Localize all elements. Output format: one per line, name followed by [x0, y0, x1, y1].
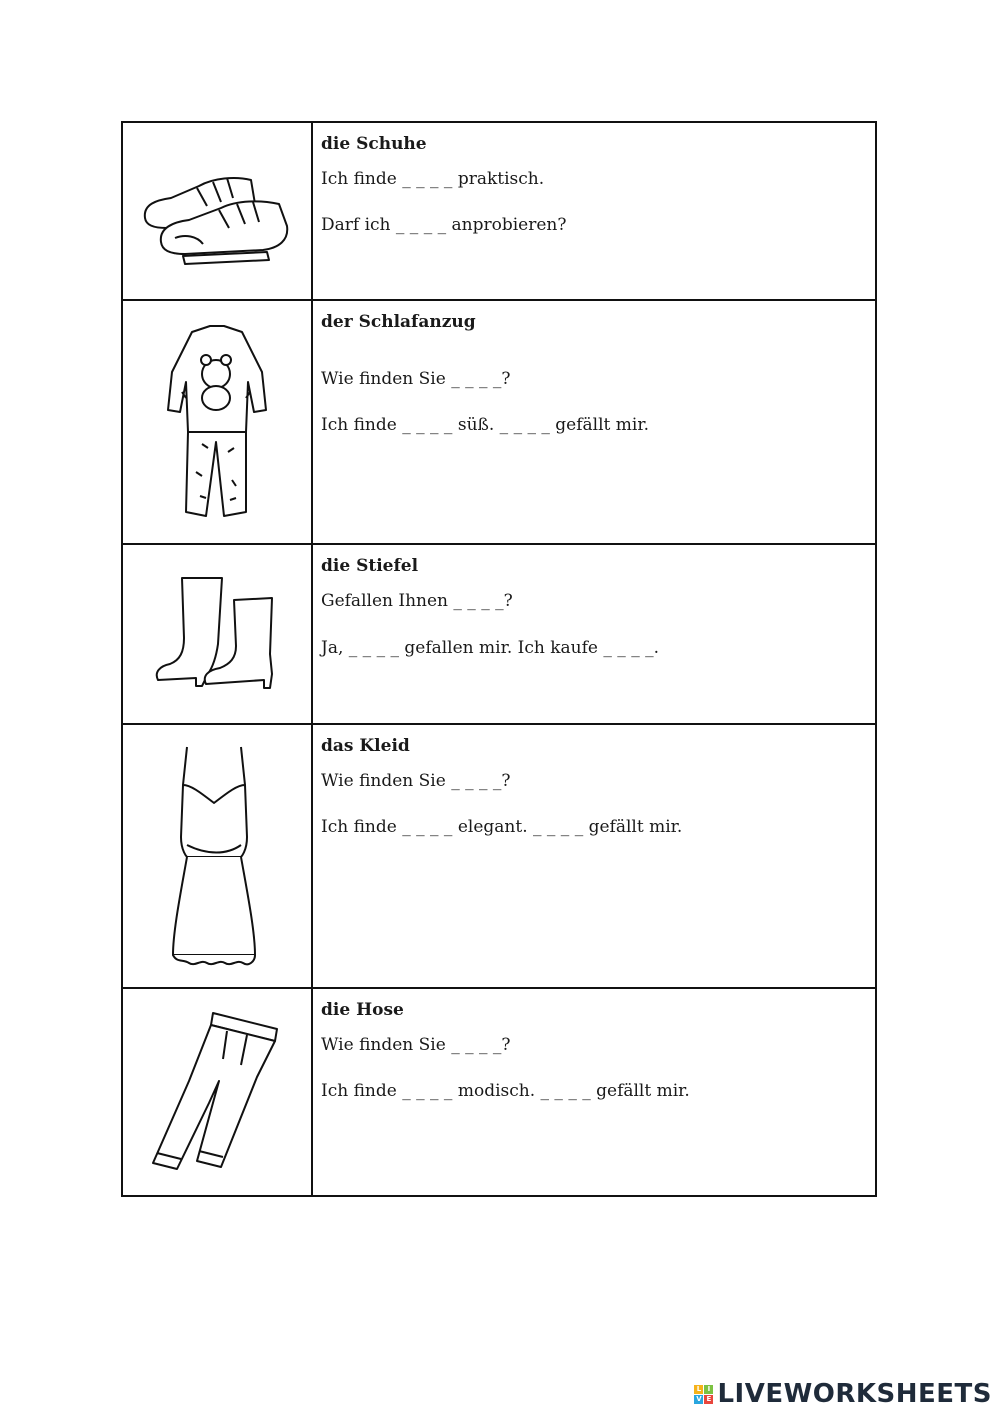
logo-letter: I	[704, 1385, 713, 1394]
text-cell	[313, 725, 875, 987]
brand-name: LIVEWORKSHEETS	[717, 1379, 992, 1409]
text-cell	[313, 123, 875, 299]
table-row	[123, 123, 875, 301]
item-title: die Stiefel	[321, 556, 419, 576]
sentence: Wie finden Sie _ _ _ _?	[321, 1035, 511, 1055]
logo-icon	[694, 1385, 713, 1404]
logo-letter: V	[696, 1394, 702, 1403]
dress-illustration	[167, 741, 267, 971]
logo-letter: L	[694, 1385, 703, 1394]
image-cell	[123, 123, 313, 299]
table-row	[123, 989, 875, 1195]
sentence: Wie finden Sie _ _ _ _?	[321, 369, 511, 389]
trousers-illustration	[147, 1007, 287, 1177]
pajamas-illustration	[162, 312, 272, 532]
image-cell	[123, 301, 313, 543]
logo-letter: E	[704, 1395, 713, 1404]
image-cell	[123, 545, 313, 723]
table-row	[123, 725, 875, 989]
shoes-illustration	[137, 156, 297, 266]
sentence: Ich finde _ _ _ _ süß. _ _ _ _ gefällt mir.	[321, 415, 649, 435]
worksheet-table	[121, 121, 877, 1197]
item-title: die Schuhe	[321, 134, 427, 154]
sentence: Ich finde _ _ _ _ modisch. _ _ _ _ gefällt mir.	[321, 1081, 690, 1101]
item-title: das Kleid	[321, 736, 410, 756]
image-cell	[123, 725, 313, 987]
sentence: Ich finde _ _ _ _ elegant. _ _ _ _ gefällt mir.	[321, 817, 683, 837]
boots-illustration	[152, 574, 282, 694]
liveworksheets-logo[interactable]	[694, 1379, 992, 1409]
text-cell	[313, 301, 875, 543]
image-cell	[123, 989, 313, 1195]
text-cell	[313, 545, 875, 723]
sentence: Wie finden Sie _ _ _ _?	[321, 771, 511, 791]
sentence: Ja, _ _ _ _ gefallen mir. Ich kaufe _ _ _ _.	[321, 638, 659, 658]
sentence: Gefallen Ihnen _ _ _ _?	[321, 591, 513, 611]
table-row	[123, 301, 875, 545]
table-row	[123, 545, 875, 725]
text-cell	[313, 989, 875, 1195]
sentence: Ich finde _ _ _ _ praktisch.	[321, 169, 545, 189]
item-title: der Schlafanzug	[321, 312, 476, 332]
item-title: die Hose	[321, 1000, 404, 1020]
sentence: Darf ich _ _ _ _ anprobieren?	[321, 215, 567, 235]
